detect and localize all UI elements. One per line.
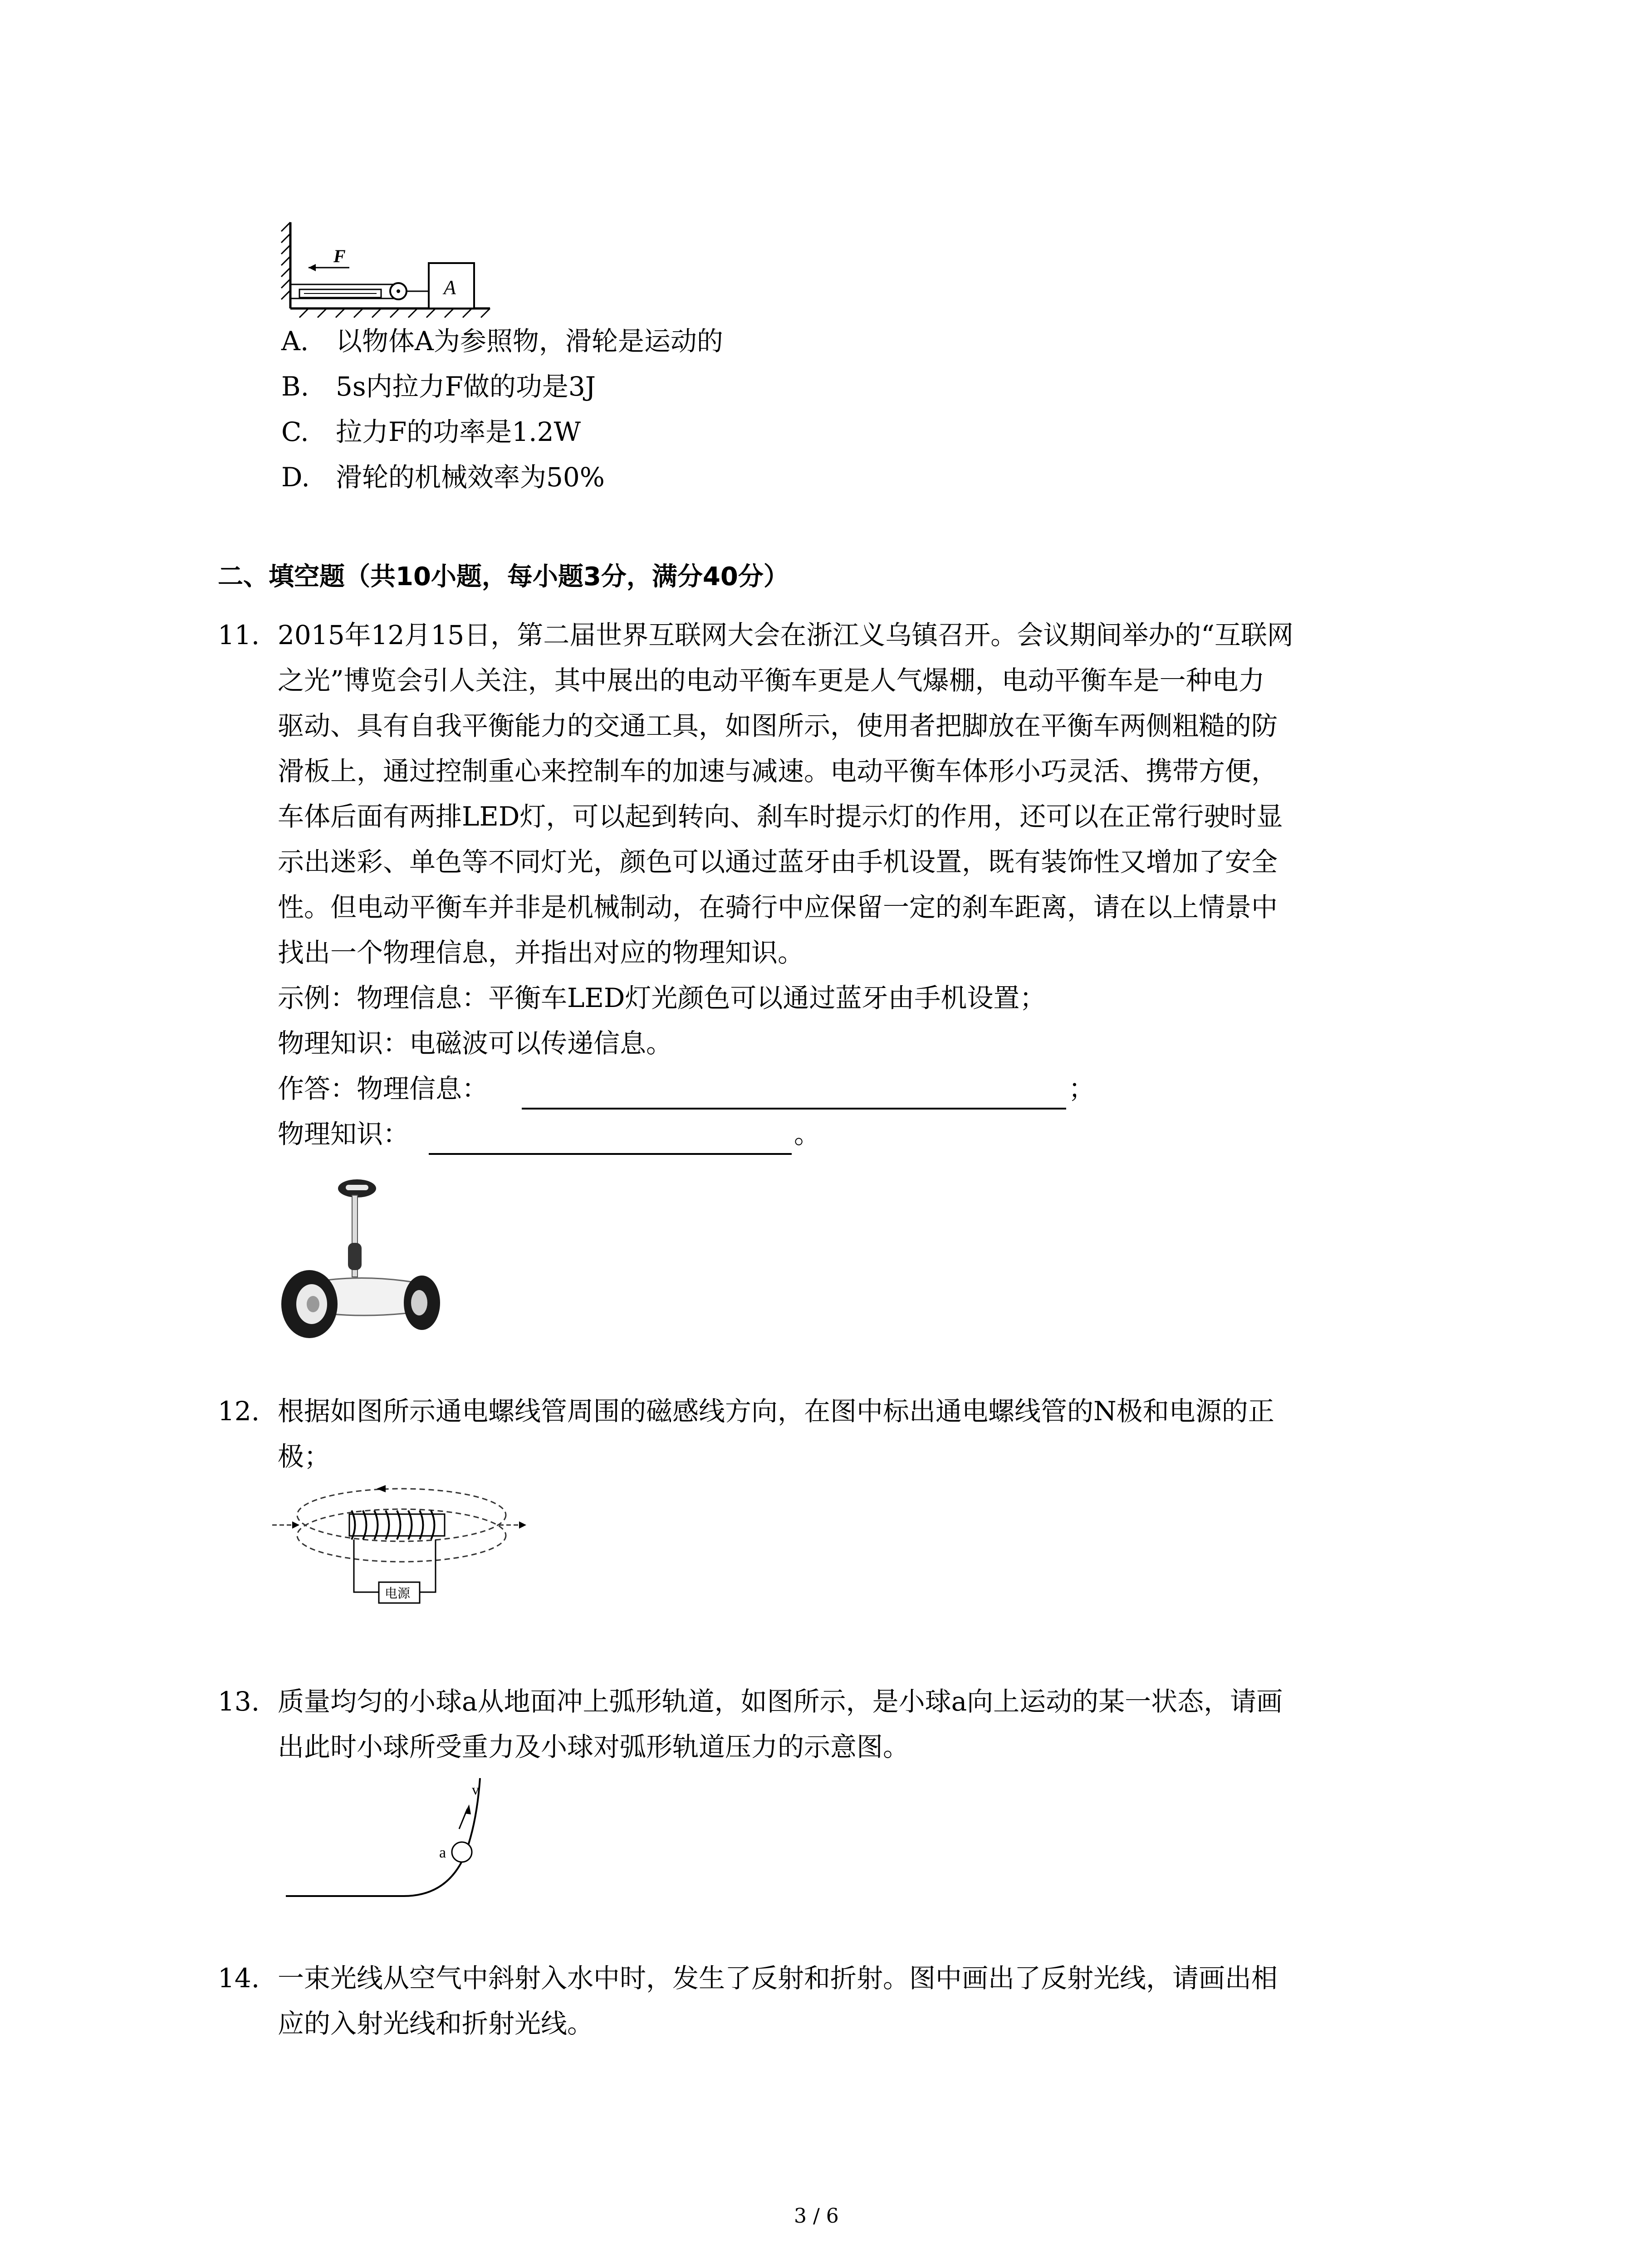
balance-scooter-image	[278, 1175, 450, 1347]
example-knowledge: 物理知识：电磁波可以传递信息。	[278, 1028, 673, 1059]
answer-info-end: ；	[1068, 1073, 1095, 1104]
q11-line: 找出一个物理信息，并指出对应的物理知识。	[278, 937, 804, 968]
q11-line: 车体后面有两排LED灯，可以起到转向、刹车时提示灯的作用，还可以在正常行驶时显	[278, 801, 1283, 832]
section-title: 二、填空题（共10小题，每小题3分，满分40分）	[218, 562, 789, 591]
pulley-figure	[281, 222, 499, 318]
option-a	[281, 326, 723, 357]
arc-track-figure	[281, 1769, 554, 1905]
question-number: 13.	[218, 1686, 260, 1717]
answer-knowledge-blank[interactable]	[429, 1153, 792, 1155]
option-b	[281, 371, 596, 402]
option-c	[281, 416, 581, 447]
option-letter: A.	[281, 326, 309, 357]
power-supply-label: 电源	[385, 1586, 411, 1601]
q12-line: 极；	[278, 1441, 331, 1472]
answer-knowledge-label: 物理知识：	[278, 1119, 410, 1149]
answer-info-label: 作答：物理信息：	[278, 1073, 489, 1104]
option-text: 滑轮的机械效率为50%	[336, 462, 605, 493]
q14-line: 一束光线从空气中斜射入水中时，发生了反射和折射。图中画出了反射光线，请画出相	[278, 1963, 1278, 1994]
q13-line: 出此时小球所受重力及小球对弧形轨道压力的示意图。	[278, 1731, 910, 1762]
question-number: 12.	[218, 1396, 260, 1427]
q11-line: 驱动、具有自我平衡能力的交通工具，如图所示，使用者把脚放在平衡车两侧粗糙的防	[278, 710, 1278, 741]
answer-info-blank[interactable]	[522, 1108, 1066, 1110]
velocity-label: v	[472, 1781, 479, 1798]
question-number: 11.	[218, 620, 260, 650]
q13-line: 质量均匀的小球a从地面冲上弧形轨道，如图所示，是小球a向上运动的某一状态，请画	[278, 1686, 1283, 1717]
example-info: 示例：物理信息：平衡车LED灯光颜色可以通过蓝牙由手机设置；	[278, 982, 1046, 1013]
force-label: F	[333, 246, 346, 266]
answer-knowledge-end: 。	[794, 1119, 821, 1149]
q11-line: 2015年12月15日，第二届世界互联网大会在浙江义乌镇召开。会议期间举办的“互联网	[278, 620, 1293, 650]
block-label: A	[444, 276, 456, 298]
q11-line: 示出迷彩、单色等不同灯光，颜色可以通过蓝牙由手机设置，既有装饰性又增加了安全	[278, 846, 1278, 877]
ball-label: a	[439, 1844, 446, 1861]
q11-line: 滑板上，通过控制重心来控制车的加速与减速。电动平衡车体形小巧灵活、携带方便，	[278, 756, 1278, 787]
q14-line: 应的入射光线和折射光线。	[278, 2008, 594, 2039]
q11-line: 性。但电动平衡车并非是机械制动，在骑行中应保留一定的刹车距离，请在以上情景中	[278, 892, 1278, 923]
option-letter: D.	[281, 462, 310, 493]
option-d	[281, 462, 605, 493]
question-number: 14.	[218, 1963, 260, 1994]
q11-line: 之光”博览会引人关注，其中展出的电动平衡车更是人气爆棚，电动平衡车是一种电力	[278, 665, 1265, 696]
option-letter: B.	[281, 371, 309, 402]
page-number: 3 / 6	[794, 2204, 839, 2228]
solenoid-figure	[272, 1479, 526, 1619]
q12-line: 根据如图所示通电螺线管周围的磁感线方向，在图中标出通电螺线管的N极和电源的正	[278, 1396, 1274, 1427]
option-text: 拉力F的功率是1.2W	[336, 416, 581, 447]
option-text: 5s内拉力F做的功是3J	[336, 371, 596, 402]
option-text: 以物体A为参照物，滑轮是运动的	[336, 326, 723, 357]
option-letter: C.	[281, 416, 309, 447]
